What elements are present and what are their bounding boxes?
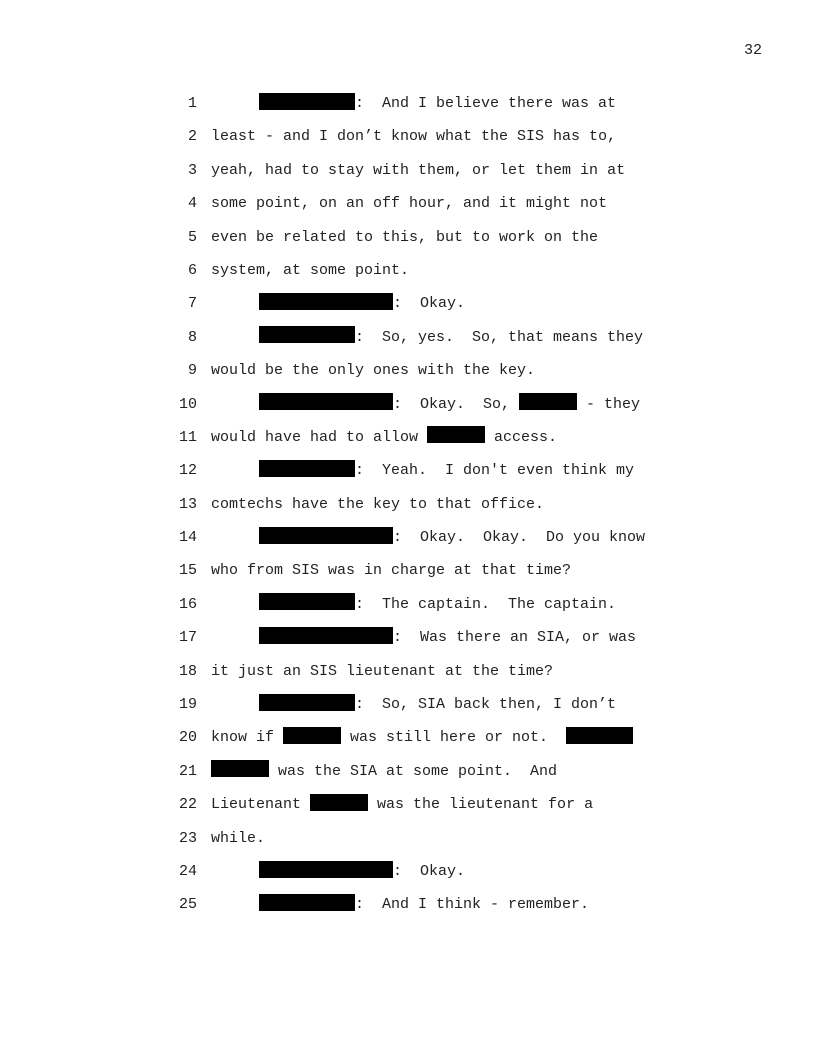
redaction-block [283, 727, 341, 744]
transcript-line [0, 655, 816, 688]
line-text: : Yeah. I don't even think my [259, 454, 634, 487]
transcript-line [0, 688, 816, 721]
transcript-line [0, 755, 816, 788]
redaction-block [427, 426, 485, 443]
line-number: 7 [187, 295, 197, 313]
redaction-block [310, 794, 368, 811]
line-number: 24 [178, 862, 197, 880]
redaction-block [259, 894, 355, 911]
redaction-block [566, 727, 633, 744]
redaction-block [259, 326, 355, 343]
transcript-line [0, 421, 816, 454]
line-text: Lieutenant was the lieutenant for a [211, 788, 593, 821]
redaction-block [259, 593, 355, 610]
transcript-line [0, 888, 816, 921]
page-number: 32 [743, 42, 762, 59]
redaction-block [259, 861, 393, 878]
transcript-line [0, 554, 816, 587]
line-number: 17 [178, 629, 197, 647]
transcript-line [0, 120, 816, 153]
line-text: least - and I don’t know what the SIS has to, [211, 128, 617, 146]
line-number: 4 [187, 195, 197, 213]
transcript-line [0, 221, 816, 254]
transcript-line [0, 788, 816, 821]
line-number: 8 [187, 328, 197, 346]
transcript-line [0, 321, 816, 354]
line-number: 20 [178, 729, 197, 747]
line-text: : And I believe there was at [259, 87, 616, 120]
line-text: : So, SIA back then, I don’t [259, 688, 616, 721]
redaction-block [519, 393, 577, 410]
line-text: : The captain. The captain. [259, 588, 616, 621]
redaction-block [259, 93, 355, 110]
redaction-block [259, 460, 355, 477]
redaction-block [259, 527, 393, 544]
redaction-block [259, 293, 393, 310]
transcript-line [0, 187, 816, 220]
transcript-line [0, 488, 816, 521]
line-number: 18 [178, 662, 197, 680]
line-text: : So, yes. So, that means they [259, 321, 643, 354]
line-number: 11 [178, 428, 197, 446]
redaction-block [211, 760, 269, 777]
line-text: : Okay. [259, 855, 465, 888]
line-number: 3 [187, 161, 197, 179]
line-number: 6 [187, 261, 197, 279]
line-text: it just an SIS lieutenant at the time? [211, 662, 554, 680]
transcript-line [0, 521, 816, 554]
line-number: 5 [187, 228, 197, 246]
transcript-line [0, 855, 816, 888]
line-number: 12 [178, 462, 197, 480]
line-number: 23 [178, 829, 197, 847]
transcript-line [0, 87, 816, 120]
line-number: 21 [178, 762, 197, 780]
transcript-line [0, 621, 816, 654]
redaction-block [259, 694, 355, 711]
redaction-block [259, 393, 393, 410]
line-number: 9 [187, 362, 197, 380]
line-text: comtechs have the key to that office. [211, 495, 545, 513]
line-text: would have had to allow access. [211, 421, 557, 454]
transcript-line [0, 254, 816, 287]
line-number: 16 [178, 595, 197, 613]
line-text: : Okay. So, - they [259, 388, 640, 421]
line-text: while. [211, 829, 266, 847]
line-text: : And I think - remember. [259, 888, 589, 921]
transcript-line [0, 454, 816, 487]
line-text: : Okay. Okay. Do you know [259, 521, 645, 554]
transcript-line [0, 354, 816, 387]
line-number: 14 [178, 529, 197, 547]
line-number: 25 [178, 896, 197, 914]
line-text: would be the only ones with the key. [211, 362, 536, 380]
transcript-line [0, 588, 816, 621]
line-text: yeah, had to stay with them, or let them in at [211, 161, 626, 179]
line-text: some point, on an off hour, and it might not [211, 195, 608, 213]
line-text: who from SIS was in charge at that time? [211, 562, 572, 580]
transcript-line [0, 822, 816, 855]
redaction-block [259, 627, 393, 644]
line-number: 1 [187, 95, 197, 112]
line-number: 19 [178, 696, 197, 714]
transcript-line [0, 154, 816, 187]
line-number: 2 [187, 128, 197, 146]
transcript-line [0, 388, 816, 421]
line-text: : Okay. [259, 287, 465, 320]
transcript-line [0, 721, 816, 754]
line-text: even be related to this, but to work on the [211, 228, 599, 246]
line-text: system, at some point. [211, 261, 410, 279]
line-number: 22 [178, 796, 197, 814]
line-number: 15 [178, 562, 197, 580]
transcript-line [0, 287, 816, 320]
line-text: know if was still here or not. [211, 721, 633, 754]
line-number: 13 [178, 495, 197, 513]
transcript-body [0, 87, 816, 922]
line-number: 10 [178, 395, 197, 413]
line-text: was the SIA at some point. And [211, 755, 557, 788]
line-text: : Was there an SIA, or was [259, 621, 636, 654]
